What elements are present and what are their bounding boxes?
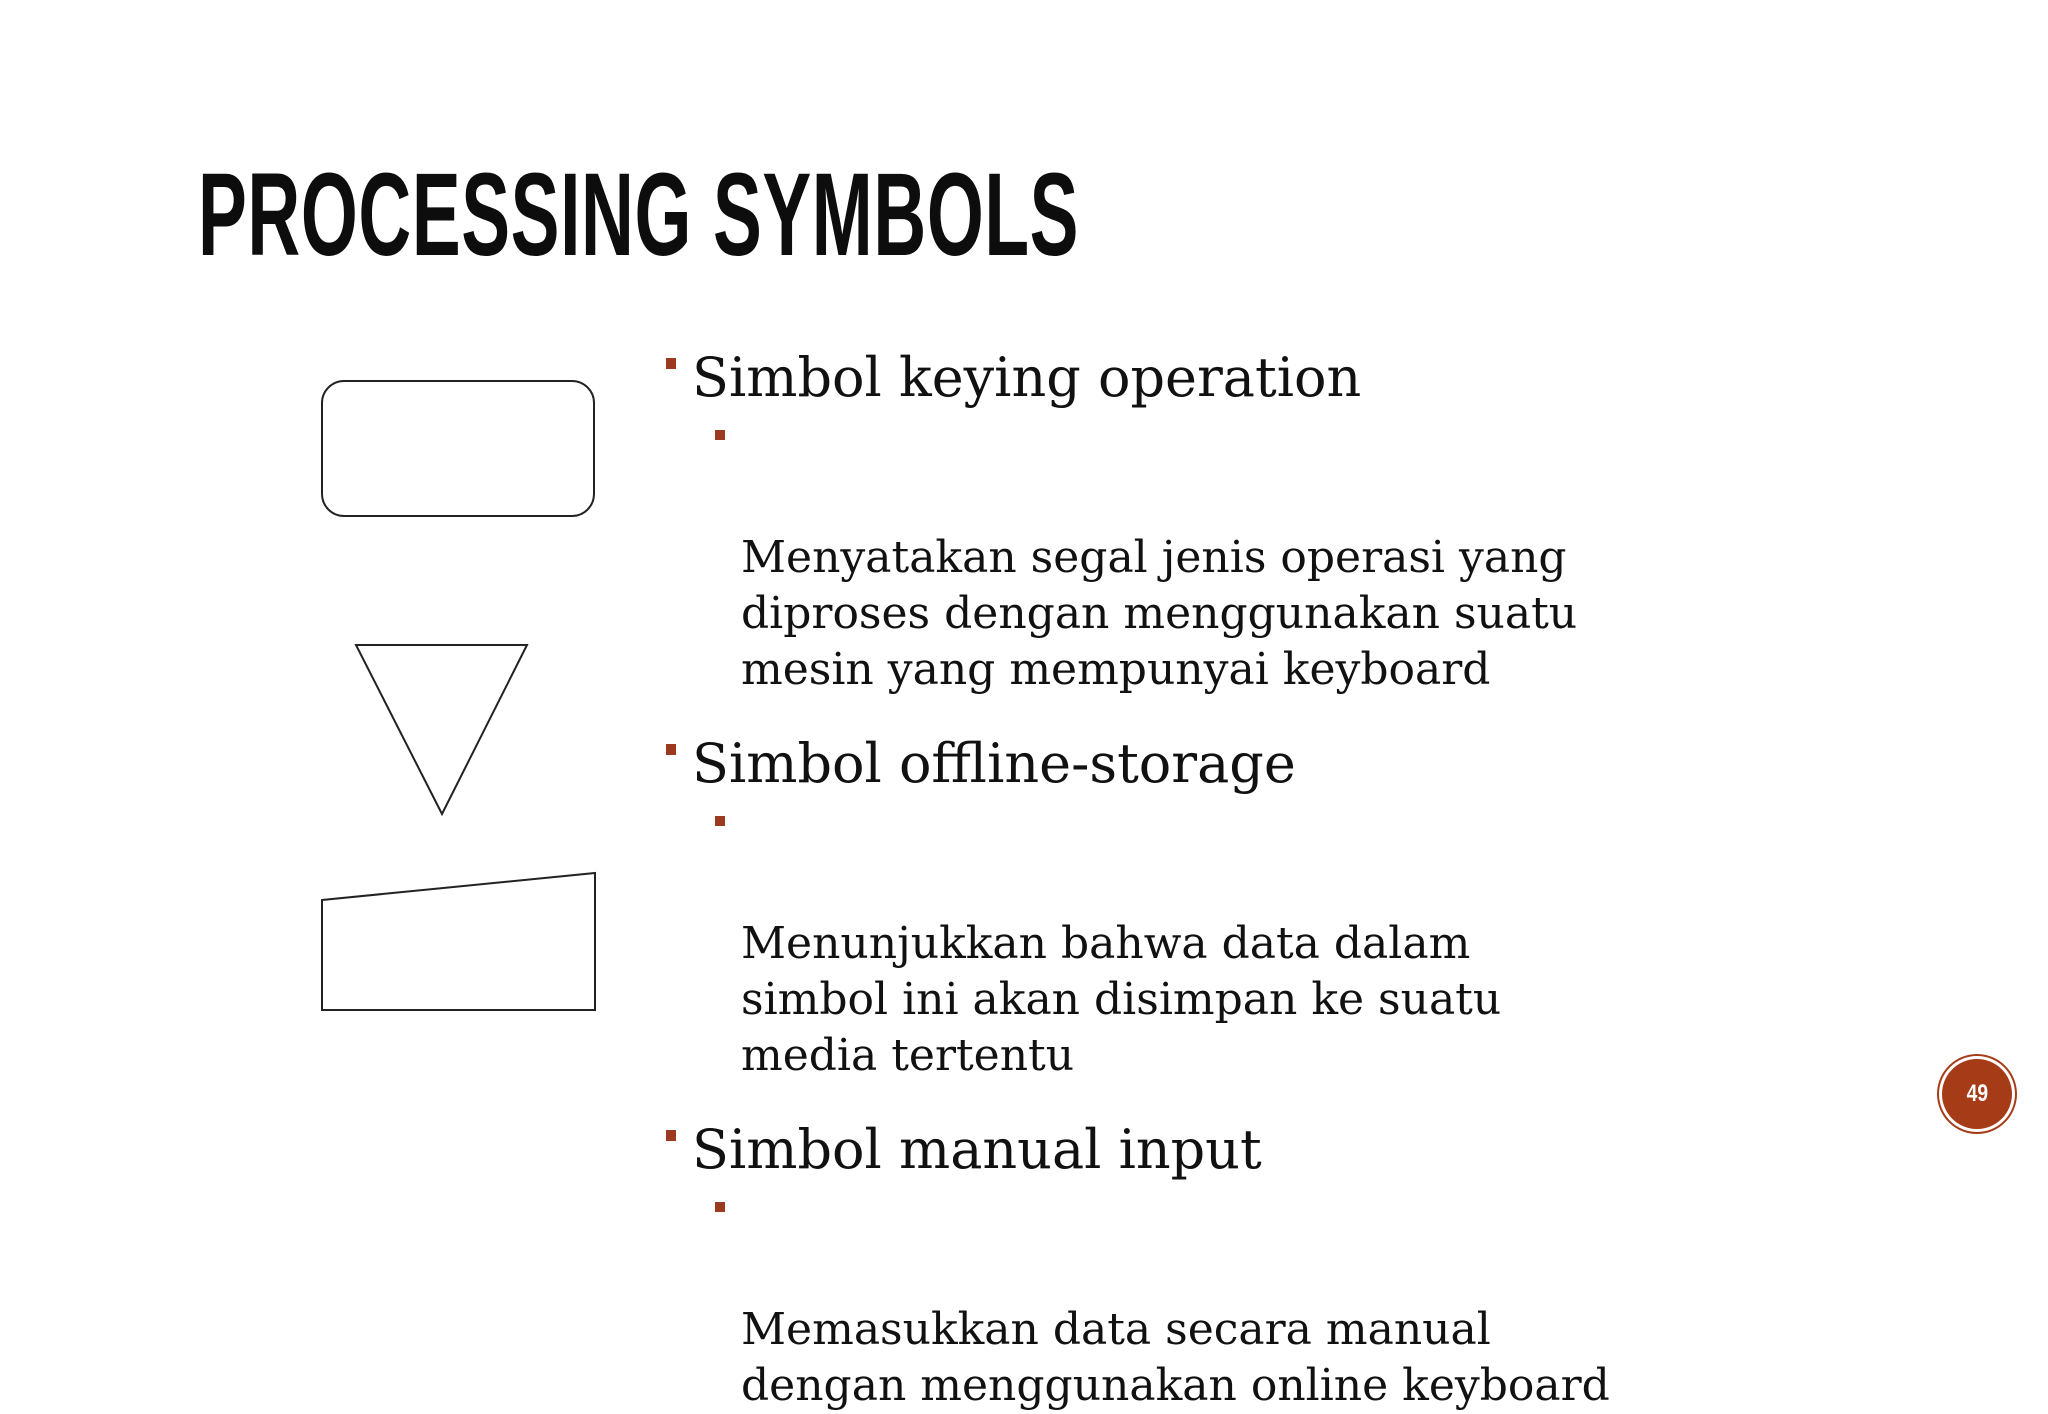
bullet-description xyxy=(741,418,1760,698)
bullet-description-text: Menyatakan segal jenis operasi yang diproses dengan menggunakan suatu mesin yang mempunyai keyboard xyxy=(741,532,1578,695)
bullet-heading xyxy=(660,1110,1760,1190)
bullet-offline-storage xyxy=(660,724,1760,1084)
keying-operation-symbol xyxy=(322,381,594,516)
sub-bullet-marker-icon xyxy=(715,816,725,826)
bullet-manual-input xyxy=(660,1110,1760,1414)
bullet-heading-text: Simbol manual input xyxy=(692,1118,1262,1181)
page-number: 49 xyxy=(1966,1080,1988,1107)
offline-storage-symbol xyxy=(356,645,527,814)
sub-bullet-marker-icon xyxy=(715,1202,725,1212)
bullet-heading-text: Simbol keying operation xyxy=(692,346,1362,409)
sub-bullet-marker-icon xyxy=(715,430,725,440)
bullet-marker-icon xyxy=(666,744,676,755)
manual-input-symbol xyxy=(322,873,595,1010)
bullet-description-text: Menunjukkan bahwa data dalam simbol ini akan disimpan ke suatu media tertentu xyxy=(741,918,1502,1081)
bullet-description xyxy=(741,1190,1760,1414)
bullet-marker-icon xyxy=(666,1130,676,1141)
bullet-list xyxy=(660,338,1760,1414)
bullet-keying-operation xyxy=(660,338,1760,698)
page-number-badge xyxy=(1942,1059,2012,1129)
bullet-description-text: Memasukkan data secara manual dengan menggunakan online keyboard xyxy=(741,1304,1610,1411)
bullet-heading xyxy=(660,338,1760,418)
bullet-heading xyxy=(660,724,1760,804)
bullet-description xyxy=(741,804,1760,1084)
bullet-heading-text: Simbol offline-storage xyxy=(692,732,1296,795)
slide-title: PROCESSING SYMBOLS xyxy=(198,149,1080,281)
bullet-marker-icon xyxy=(666,358,676,369)
